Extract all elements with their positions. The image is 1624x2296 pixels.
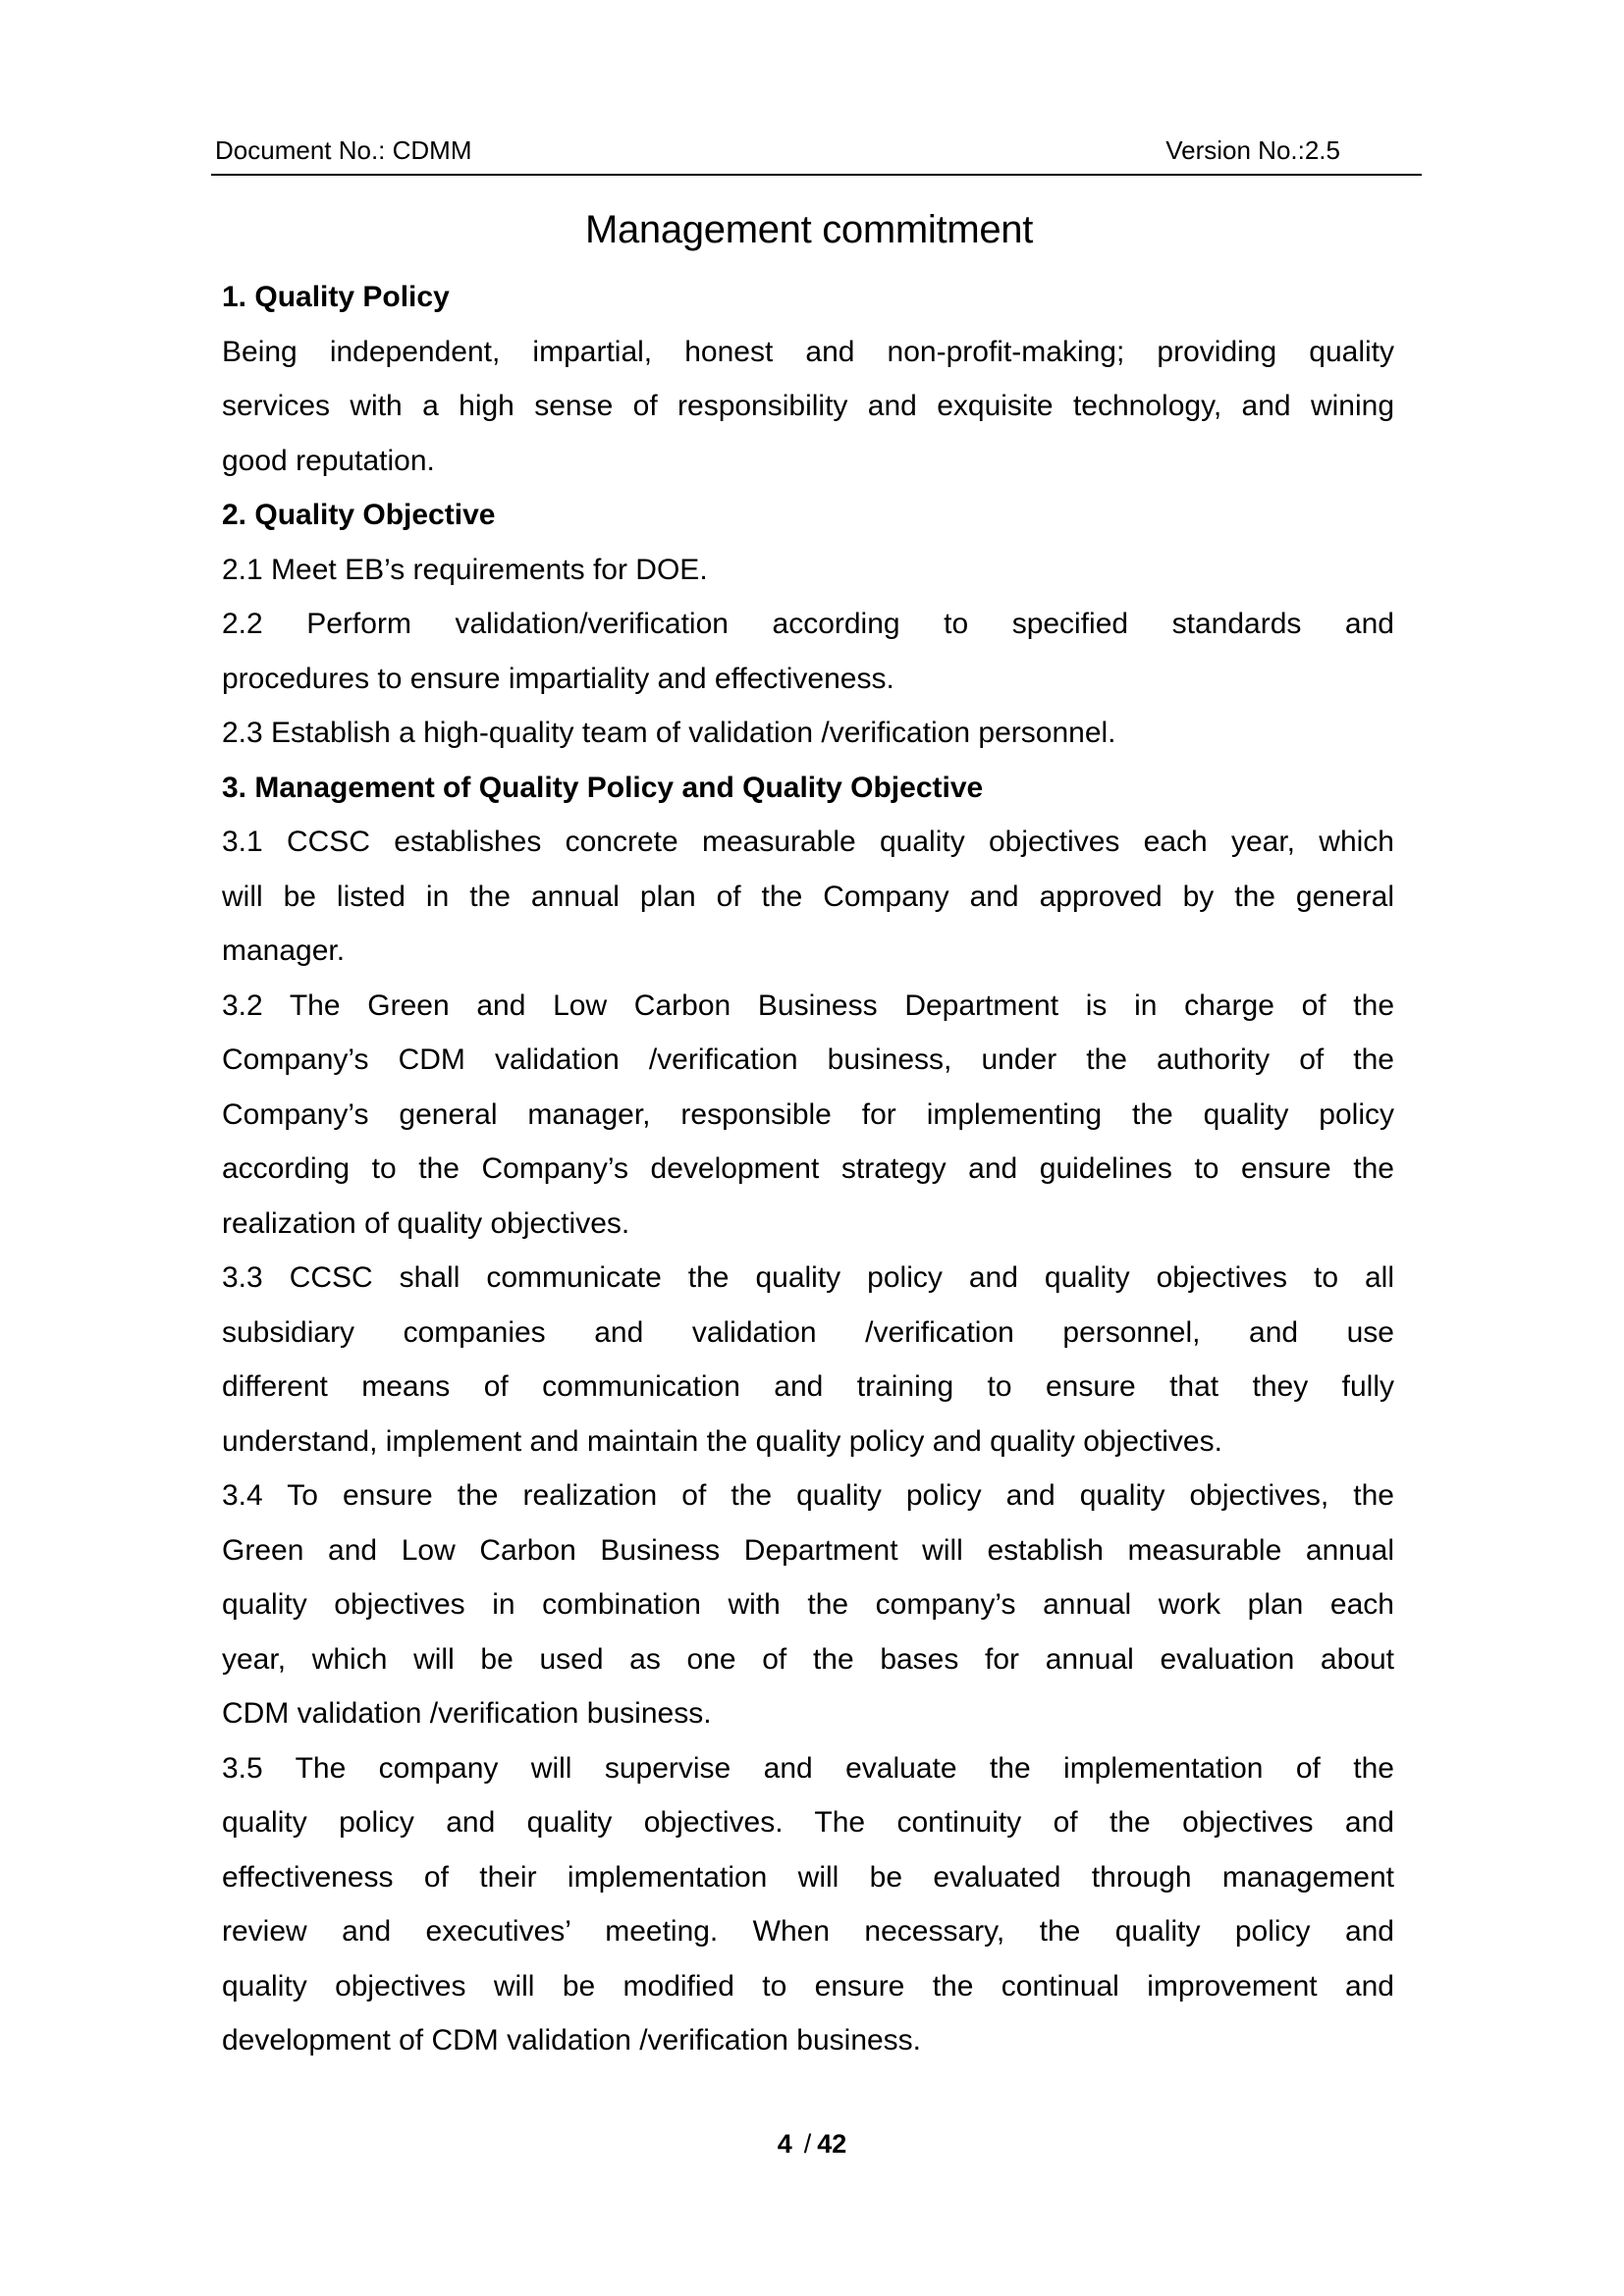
paragraph [222,979,1394,1252]
paragraph-line: procedures to ensure impartiality and effectiveness. [222,662,894,695]
paragraph [222,1251,1394,1468]
document-body [222,270,1394,2068]
paragraph-line: year, which will be used as one of the bases for annual evaluation about [222,1642,1394,1676]
page-header [215,135,1340,165]
header-divider [211,174,1422,176]
paragraph-line: Being independent, impartial, honest and non-profit-making; providing quality [222,335,1394,368]
paragraph-line: different means of communication and training to ensure that they fully [222,1370,1394,1403]
paragraph-line: CDM validation /verification business. [222,1697,712,1730]
page-separator: / [803,2129,812,2159]
paragraph-line: realization of quality objectives. [222,1206,630,1240]
heading-text: 2. Quality Objective [222,499,496,531]
paragraph-line: Green and Low Carbon Business Department will establish measurable annual [222,1533,1394,1567]
paragraph-line: 2.3 Establish a high-quality team of validation /verification personnel. [222,717,1116,749]
paragraph-line: 3.4 To ensure the realization of the quality policy and quality objectives, the [222,1479,1394,1512]
paragraph-line: development of CDM validation /verification business. [222,2024,922,2056]
paragraph [222,706,1394,761]
paragraph-line: subsidiary companies and validation /verification personnel, and use [222,1315,1394,1349]
heading-text: 1. Quality Policy [222,281,450,313]
paragraph-line: 3.1 CCSC establishes concrete measurable quality objectives each year, which [222,826,1394,858]
section-heading [222,488,1394,543]
paragraph-line: good reputation. [222,444,435,477]
page-title [0,207,1624,252]
paragraph-line: review and executives’ meeting. When necessary, the quality policy and [222,1915,1394,1948]
paragraph-line: 3.2 The Green and Low Carbon Business Department is in charge of the [222,988,1394,1022]
paragraph-line: Company’s general manager, responsible for implementing the quality policy [222,1097,1394,1131]
section-heading [222,761,1394,816]
paragraph-line: 2.2 Perform validation/verification according to specified standards and [222,608,1394,640]
paragraph-line: quality objectives in combination with the company’s annual work plan each [222,1588,1394,1621]
paragraph [222,597,1394,706]
paragraph-line: manager. [222,934,346,967]
paragraph [222,1741,1394,2068]
document-number: Document No.: CDMM [215,135,472,165]
paragraph [222,325,1394,489]
paragraph-line: will be listed in the annual plan of the Company and approved by the general [222,880,1394,913]
paragraph-line: services with a high sense of responsibility and exquisite technology, and wining [222,390,1394,422]
current-page: 4 [777,2129,792,2159]
heading-text: 3. Management of Quality Policy and Quality Objective [222,771,984,804]
page-title-text: Management commitment [584,208,1034,251]
version-number: Version No.:2.5 [1165,135,1340,165]
page-number [0,2128,1624,2160]
paragraph-line: according to the Company’s development strategy and guidelines to ensure the [222,1152,1394,1185]
section-heading [222,270,1394,325]
paragraph [222,543,1394,598]
paragraph-line: quality objectives will be modified to ensure the continual improvement and [222,1969,1394,2002]
paragraph-line: quality policy and quality objectives. The continuity of the objectives and [222,1806,1394,1839]
paragraph-line: 3.5 The company will supervise and evaluate the implementation of the [222,1751,1394,1785]
paragraph-line: effectiveness of their implementation will be evaluated through management [222,1860,1394,1894]
paragraph-line: Company’s CDM validation /verification business, under the authority of the [222,1043,1394,1076]
paragraph-line: 2.1 Meet EB’s requirements for DOE. [222,553,708,586]
total-pages: 42 [817,2129,847,2159]
paragraph [222,1468,1394,1741]
paragraph-line: understand, implement and maintain the quality policy and quality objectives. [222,1424,1222,1458]
paragraph-line: 3.3 CCSC shall communicate the quality policy and quality objectives to all [222,1261,1394,1294]
paragraph [222,815,1394,979]
